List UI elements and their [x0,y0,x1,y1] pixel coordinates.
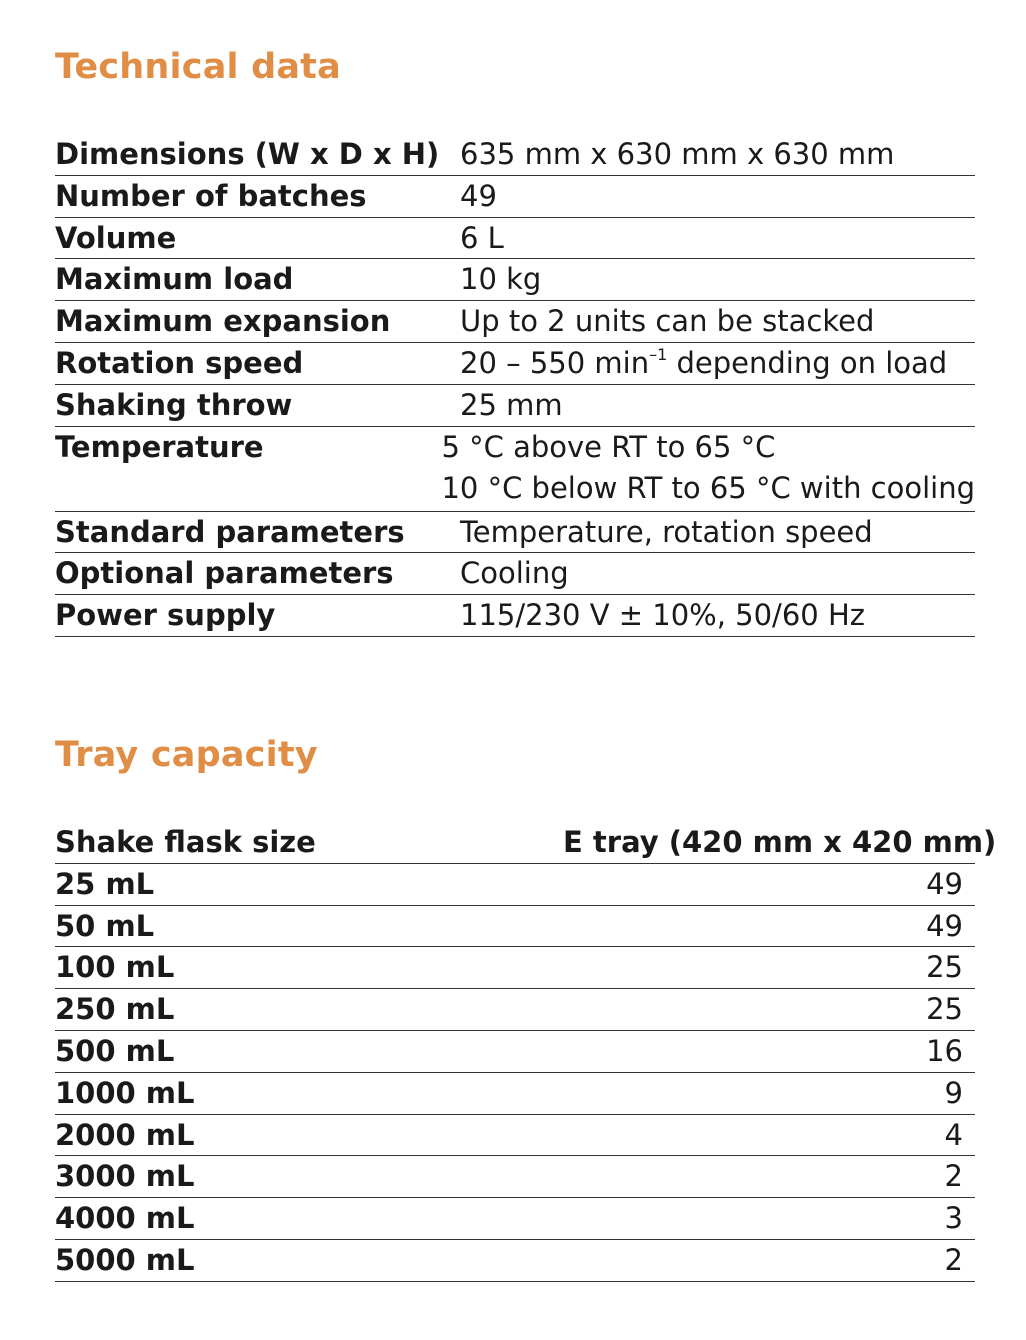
spec-row-optional-parameters [55,553,975,595]
flask-count: 2 [944,1159,963,1194]
tray-header: E tray (420 mm x 420 mm) [563,825,997,859]
spec-value: 115/230 V ± 10%, 50/60 Hz [460,598,865,633]
spec-value [441,427,975,509]
flask-size: 4000 mL [55,1201,195,1236]
tray-capacity-title: Tray capacity [55,735,318,775]
temperature-value-line-1: 5 °C above RT to 65 °C [441,429,776,464]
flask-size: 3000 mL [55,1159,195,1194]
table-row [55,947,975,989]
technical-data-table [55,134,975,637]
spec-label: Optional parameters [55,556,394,591]
spec-value: Temperature, rotation speed [460,514,873,549]
table-row [55,1031,975,1073]
spec-row-power-supply [55,595,975,637]
table-row [55,864,975,906]
spec-row-volume [55,218,975,260]
table-row [55,1198,975,1240]
spec-value: 6 L [460,220,504,255]
technical-data-title: Technical data [55,47,341,87]
tray-table-header [55,822,997,864]
spec-label: Maximum expansion [55,304,391,339]
spec-label: Dimensions (W x D x H) [55,137,440,171]
spec-value: Cooling [460,556,569,591]
table-row [55,1073,975,1115]
flask-size: 50 mL [55,908,155,943]
flask-size: 5000 mL [55,1242,195,1277]
spec-value: 635 mm x 630 mm x 630 mm [460,137,895,171]
spec-label: Shaking throw [55,387,293,422]
spec-row-shaking-throw [55,385,975,427]
spec-label: Standard parameters [55,514,405,549]
spec-value: 25 mm [460,387,563,422]
table-row [55,989,975,1031]
flask-size: 1000 mL [55,1075,195,1110]
spec-row-standard-parameters [55,512,975,554]
spec-label: Maximum load [55,262,294,297]
flask-size: 25 mL [55,866,155,901]
spec-value [460,343,975,384]
spec-row-max-expansion [55,301,975,343]
flask-count: 16 [926,1033,963,1068]
spec-row-batches [55,176,975,218]
spec-value: Up to 2 units can be stacked [460,304,875,339]
spec-label: Volume [55,220,177,255]
spec-label: Number of batches [55,178,367,213]
temperature-value-line-2: 10 °C below RT to 65 °C with cooling [441,470,975,505]
flask-count: 25 [926,992,963,1027]
flask-count: 3 [944,1201,963,1236]
spec-label: Power supply [55,598,276,633]
spec-label: Temperature [55,429,264,464]
flask-size: 500 mL [55,1033,175,1068]
flask-size: 250 mL [55,992,175,1027]
spec-row-rotation-speed [55,343,975,385]
flask-count: 2 [944,1242,963,1277]
flask-count: 4 [944,1117,963,1152]
spec-row-max-load [55,259,975,301]
flask-count: 49 [926,908,963,943]
rotation-speed-unit-exponent: –1 [649,344,668,364]
flask-count: 9 [944,1075,963,1110]
table-row [55,906,975,948]
rotation-speed-note: depending on load [667,345,948,380]
spec-value: 49 [460,178,497,213]
spec-row-temperature [55,427,975,512]
rotation-speed-range: 20 – 550 min [460,345,650,380]
spec-value: 10 kg [460,262,542,297]
flask-size: 100 mL [55,950,175,985]
spec-row-dimensions [55,134,975,176]
flask-count: 49 [926,866,963,901]
table-row [55,1240,975,1282]
table-row [55,1156,975,1198]
tray-capacity-table [55,822,997,1282]
flask-size: 2000 mL [55,1117,195,1152]
flask-count: 25 [926,950,963,985]
spec-label: Rotation speed [55,345,304,380]
table-row [55,1115,975,1157]
flask-size-header: Shake flask size [55,825,316,859]
